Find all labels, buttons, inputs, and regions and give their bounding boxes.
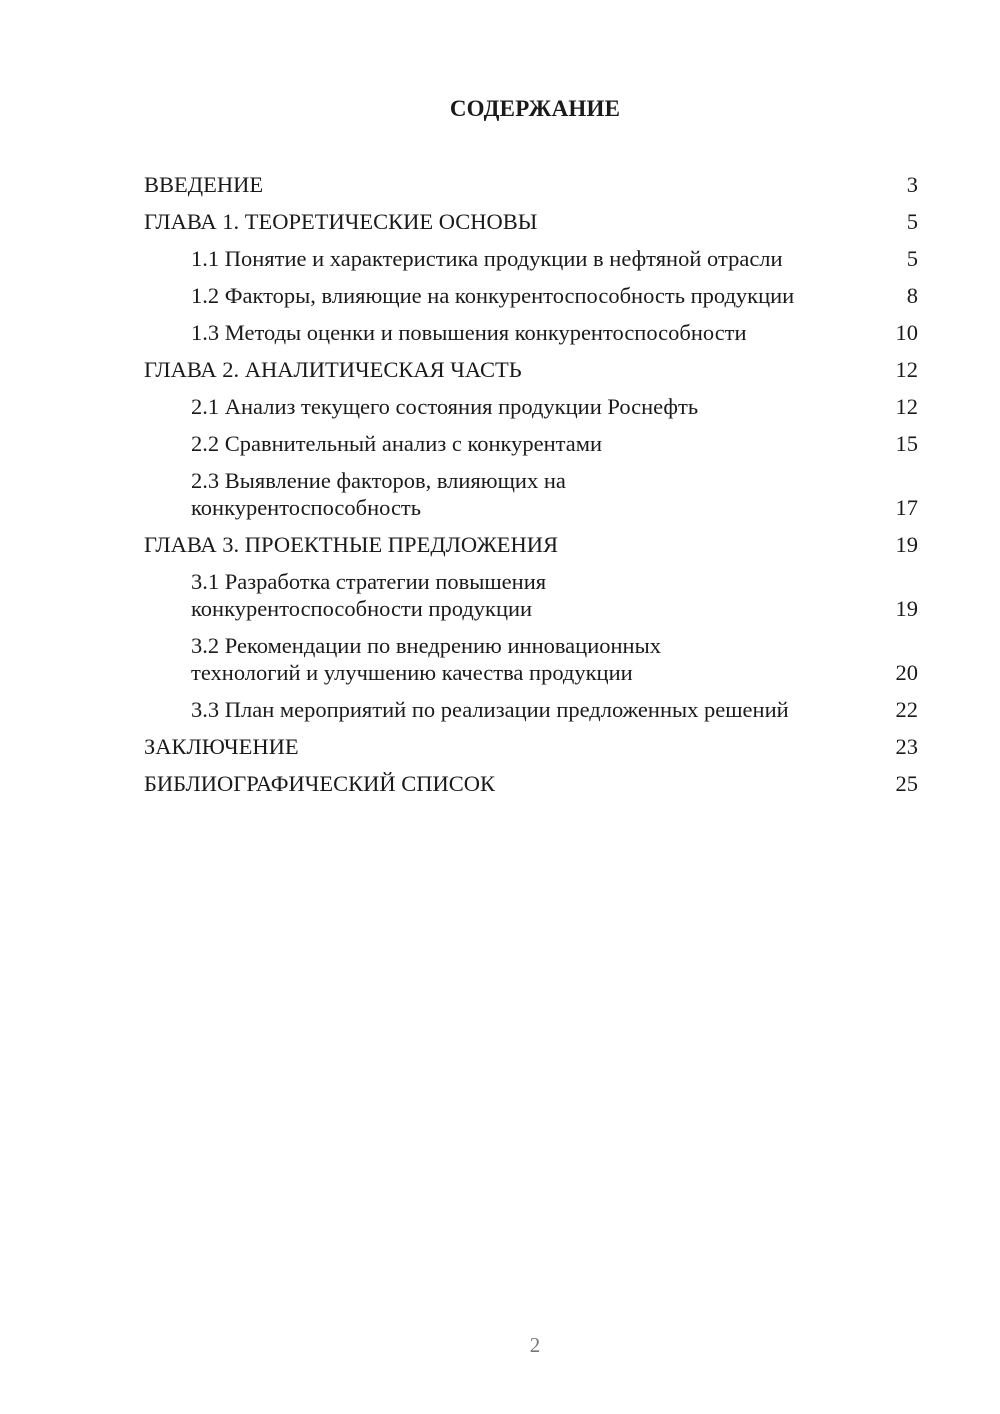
toc-entry-introduction[interactable] bbox=[144, 171, 918, 198]
toc-entry-label: ЗАКЛЮЧЕНИЕ bbox=[144, 734, 299, 759]
toc-entry-chapter-1[interactable] bbox=[144, 208, 918, 235]
toc-entry-page: 12 bbox=[895, 357, 918, 382]
toc-entry-page: 19 bbox=[895, 596, 918, 621]
page-title: СОДЕРЖАНИЕ bbox=[449, 96, 621, 121]
toc-entry-page: 3 bbox=[906, 172, 918, 197]
toc-entry-label: ВВЕДЕНИЕ bbox=[144, 172, 264, 197]
toc-entry-conclusion[interactable] bbox=[144, 733, 918, 760]
toc-entry-page: 22 bbox=[895, 697, 918, 722]
toc-entry-label: 3.3 План мероприятий по реализации предложенных решений bbox=[191, 697, 789, 722]
toc-entry-bibliography[interactable] bbox=[144, 770, 918, 797]
toc-entry-label: 1.1 Понятие и характеристика продукции в нефтяной отрасли bbox=[191, 246, 783, 271]
toc-entry-chapter-3[interactable] bbox=[144, 531, 918, 558]
toc-entry-label: ГЛАВА 1. ТЕОРЕТИЧЕСКИЕ ОСНОВЫ bbox=[144, 209, 538, 234]
toc-entry-page: 17 bbox=[895, 495, 918, 520]
toc-entry-label: 2.3 Выявление факторов, влияющих на конкурентоспособность bbox=[191, 468, 566, 520]
toc-entry-label: БИБЛИОГРАФИЧЕСКИЙ СПИСОК bbox=[144, 771, 496, 796]
toc-entry-page: 5 bbox=[906, 209, 918, 234]
toc-entry-section-1-2[interactable] bbox=[144, 282, 918, 309]
toc-entry-section-1-1[interactable] bbox=[144, 245, 918, 272]
toc-entry-page: 23 bbox=[895, 734, 918, 759]
toc-entry-section-1-3[interactable] bbox=[144, 319, 918, 346]
toc-entry-label: 3.2 Рекомендации по внедрению инновационных технологий и улучшению качества продукции bbox=[191, 633, 661, 685]
toc-entry-page: 12 bbox=[895, 394, 918, 419]
toc-entry-label: ГЛАВА 2. АНАЛИТИЧЕСКАЯ ЧАСТЬ bbox=[144, 357, 522, 382]
toc-entry-label: 2.2 Сравнительный анализ с конкурентами bbox=[191, 431, 603, 456]
toc-entry-page: 20 bbox=[895, 660, 918, 685]
toc-entry-page: 5 bbox=[906, 246, 918, 271]
toc-entry-section-2-1[interactable] bbox=[144, 393, 918, 420]
toc-entry-label: 1.2 Факторы, влияющие на конкурентоспособность продукции bbox=[191, 283, 795, 308]
toc-entry-label: ГЛАВА 3. ПРОЕКТНЫЕ ПРЕДЛОЖЕНИЯ bbox=[144, 532, 559, 557]
toc-entry-section-2-3[interactable] bbox=[144, 467, 918, 521]
toc-entry-page: 10 bbox=[895, 320, 918, 345]
page-number: 2 bbox=[529, 1333, 541, 1357]
toc-entry-section-3-1[interactable] bbox=[144, 568, 918, 622]
toc-entry-page: 15 bbox=[895, 431, 918, 456]
toc-entry-section-3-2[interactable] bbox=[144, 632, 918, 686]
toc-entry-section-2-2[interactable] bbox=[144, 430, 918, 457]
toc-entry-page: 8 bbox=[906, 283, 918, 308]
toc-entry-label: 1.3 Методы оценки и повышения конкурентоспособности bbox=[191, 320, 747, 345]
toc-entry-page: 19 bbox=[895, 532, 918, 557]
toc-entry-label: 3.1 Разработка стратегии повышения конкурентоспособности продукции bbox=[191, 569, 547, 621]
table-of-contents bbox=[144, 171, 918, 807]
toc-entry-page: 25 bbox=[895, 771, 918, 796]
toc-entry-section-3-3[interactable] bbox=[144, 696, 918, 723]
toc-entry-chapter-2[interactable] bbox=[144, 356, 918, 383]
toc-entry-label: 2.1 Анализ текущего состояния продукции Роснефть bbox=[191, 394, 699, 419]
